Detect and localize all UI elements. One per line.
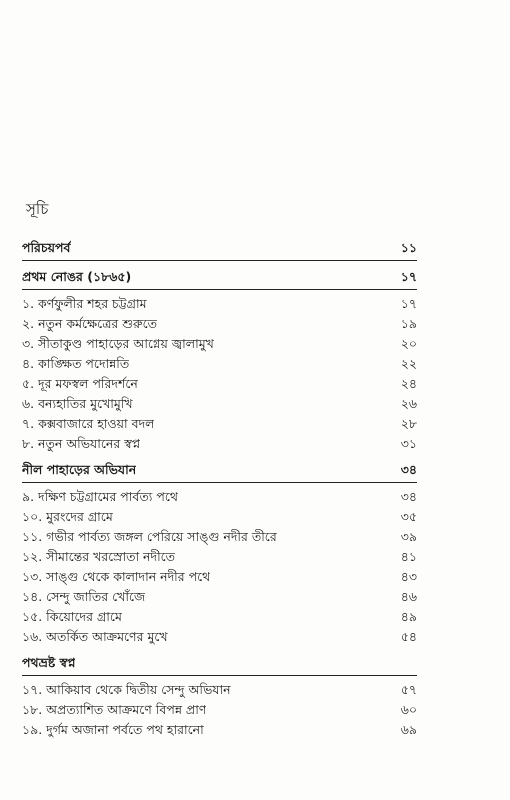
toc-entry-page: ২৪ (400, 376, 417, 391)
toc-entry-label: ৮. নতুন অভিযানের স্বপ্ন (22, 436, 141, 451)
toc-entry (22, 547, 417, 567)
toc-entry (22, 627, 417, 647)
table-of-contents (22, 238, 417, 746)
toc-entry (22, 680, 417, 700)
toc-entry-label: ১৯. দুর্গম অজানা পর্বতে পথ হারানো (22, 722, 204, 737)
section-divider (22, 260, 417, 261)
toc-entry-page: ৩১ (400, 436, 417, 451)
toc-entry (22, 294, 417, 314)
toc-entry-page: ৫৪ (400, 629, 417, 644)
toc-entry-page: ২০ (400, 336, 417, 351)
toc-entry-page: ৬৯ (400, 722, 417, 737)
section-divider (22, 482, 417, 483)
toc-entry-label: ৯. দক্ষিণ চট্টগ্রামের পার্বত্য পথে (22, 489, 178, 504)
toc-entry-page: ৩৯ (400, 529, 417, 544)
section-heading: পথভ্রষ্ট স্বপ্ন (22, 655, 76, 670)
section-page-number: ১১ (400, 240, 417, 255)
toc-entry (22, 607, 417, 627)
toc-section-lost-dream (22, 653, 417, 740)
toc-entry-label: ৬. বন্যহাতির মুখোমুখি (22, 396, 133, 411)
toc-entry-page: ২২ (400, 356, 417, 371)
toc-entry-page: ১৯ (400, 316, 417, 331)
section-heading: পরিচয়পর্ব (22, 240, 71, 255)
toc-entry-page: ৪৩ (400, 569, 417, 584)
toc-entry (22, 587, 417, 607)
toc-entry (22, 527, 417, 547)
toc-entry-label: ১৮. অপ্রত্যাশিত আক্রমণে বিপন্ন প্রাণ (22, 702, 207, 717)
toc-entry-page: ৪১ (400, 549, 417, 564)
toc-entry (22, 414, 417, 434)
section-heading: প্রথম নোঙর (১৮৬৫) (22, 269, 132, 284)
toc-entry-label: ৫. দূর মফস্বল পরিদর্শনে (22, 376, 138, 391)
toc-entry-page: ৪৬ (400, 589, 417, 604)
toc-entry-label: ১৪. সেন্দু জাতির খোঁজে (22, 589, 146, 604)
toc-entry-label: ১৩. সাঙ্গু থেকে কালাদান নদীর পথে (22, 569, 211, 584)
toc-entry (22, 334, 417, 354)
section-heading-row (22, 267, 417, 287)
toc-entry-label: ৭. কক্সবাজারে হাওয়া বদল (22, 416, 155, 431)
section-divider (22, 289, 417, 290)
toc-entry-page: ৩৪ (400, 489, 417, 504)
toc-entry-label: ১৬. অতর্কিত আক্রমণের মুখে (22, 629, 168, 644)
toc-entry-label: ১২. সীমান্তের খরস্রোতা নদীতে (22, 549, 176, 564)
section-heading: নীল পাহাড়ের অভিযান (22, 462, 137, 477)
toc-entry (22, 434, 417, 454)
toc-entry-label: ১১. গভীর পার্বত্য জঙ্গল পেরিয়ে সাঙ্গু নদীর তীরে (22, 529, 277, 544)
toc-section-first-anchor (22, 267, 417, 454)
toc-entry-page: ৩৫ (400, 509, 417, 524)
section-heading-row (22, 460, 417, 480)
toc-entry (22, 314, 417, 334)
toc-entry-label: ১৫. কিয়োদের গ্রামে (22, 609, 122, 624)
toc-title: সূচি (26, 200, 49, 218)
toc-entry-page: ২৬ (400, 396, 417, 411)
toc-entry-page: ৪৯ (400, 609, 417, 624)
section-page-number: ৩৪ (400, 462, 417, 477)
section-heading-row (22, 238, 417, 258)
toc-entry-label: ৪. কাঙ্ক্ষিত পদোন্নতি (22, 356, 130, 371)
toc-entry (22, 374, 417, 394)
toc-entry-label: ২. নতুন কর্মক্ষেত্রের শুরুতে (22, 316, 157, 331)
toc-entry (22, 354, 417, 374)
section-divider (22, 675, 417, 676)
toc-entry-page: ১৭ (400, 296, 417, 311)
section-page-number: ১৭ (400, 269, 417, 284)
toc-entry (22, 394, 417, 414)
section-heading-row (22, 653, 417, 673)
toc-entry-label: ১. কর্ণফুলীর শহর চট্টগ্রাম (22, 296, 147, 311)
toc-entry-label: ১০. মুরংদের গ্রামে (22, 509, 113, 524)
toc-entry-label: ৩. সীতাকুণ্ড পাহাড়ের আগ্নেয় জ্বালামুখ (22, 336, 214, 351)
toc-entry (22, 487, 417, 507)
toc-entry-page: ২৮ (400, 416, 417, 431)
toc-entry (22, 720, 417, 740)
toc-entry-page: ৬০ (400, 702, 417, 717)
toc-entry (22, 567, 417, 587)
toc-section-blue-mountain (22, 460, 417, 647)
toc-entry (22, 507, 417, 527)
toc-section-introduction (22, 238, 417, 261)
toc-entry-label: ১৭. আকিয়াব থেকে দ্বিতীয় সেন্দু অভিযান (22, 682, 231, 697)
toc-entry (22, 700, 417, 720)
toc-entry-page: ৫৭ (400, 682, 417, 697)
